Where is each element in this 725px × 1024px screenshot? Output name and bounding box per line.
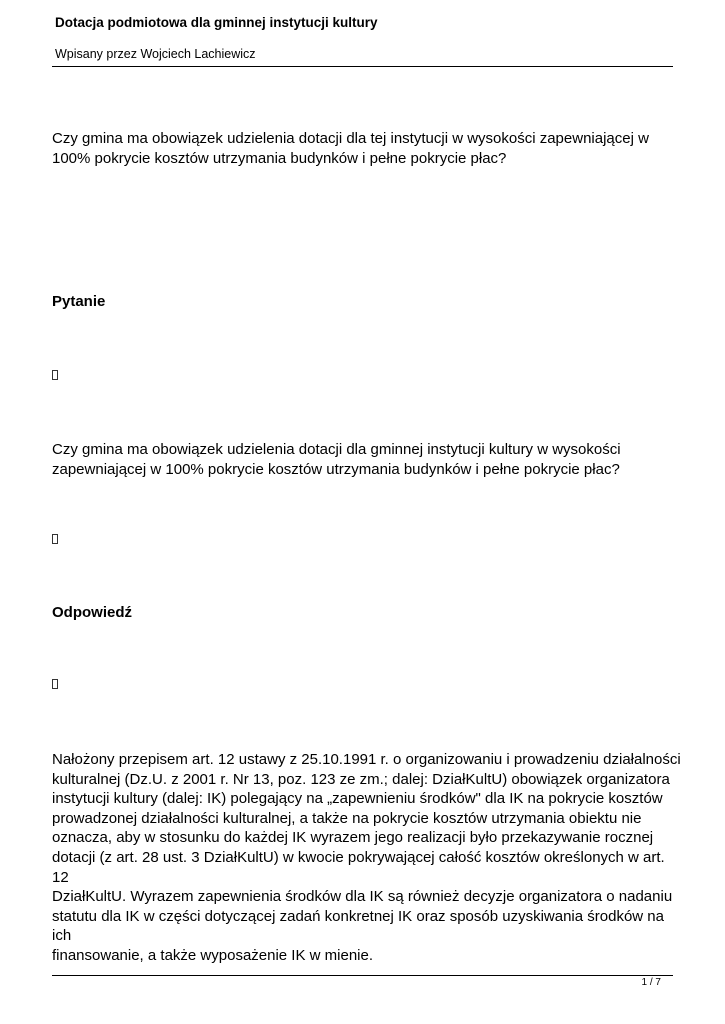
question-line: Czy gmina ma obowiązek udzielenia dotacji dla gminnej instytucji kultury w wysokości — [52, 441, 621, 458]
header-divider — [52, 66, 673, 67]
author-line: Wpisany przez Wojciech Lachiewicz — [55, 47, 256, 61]
answer-line: instytucji kultury (dalej: IK) polegający na „zapewnieniu środków" dla IK na pokrycie kosztów — [52, 790, 663, 808]
document-title: Dotacja podmiotowa dla gminnej instytucji kultury — [55, 15, 378, 30]
intro-line: Czy gmina ma obowiązek udzielenia dotacji dla tej instytucji w wysokości zapewniającej w — [52, 130, 649, 147]
answer-line: prowadzonej działalności kulturalnej, a także na pokrycie kosztów utrzymania obiektu nie — [52, 809, 642, 827]
missing-glyph-icon — [52, 679, 58, 689]
answer-heading: Odpowiedź — [52, 604, 132, 621]
page-number: 1 / 7 — [641, 977, 661, 988]
answer-line: kulturalnej (Dz.U. z 2001 r. Nr 13, poz. 123 ze zm.; dalej: DziałKultU) obowiązek organizatora — [52, 770, 670, 788]
answer-line: oznacza, aby w stosunku do każdej IK wyrazem jego realizacji było przekazywanie rocznej — [52, 829, 654, 847]
answer-paragraph — [52, 750, 682, 966]
question-paragraph — [52, 440, 682, 479]
missing-glyph-icon — [52, 534, 58, 544]
answer-line: Nałożony przepisem art. 12 ustawy z 25.10.1991 r. o organizowaniu i prowadzeniu działalności — [52, 751, 681, 768]
footer-divider — [52, 975, 673, 976]
missing-glyph-icon — [52, 370, 58, 380]
answer-line: finansowanie, a także wyposażenie IK w mienie. — [52, 946, 374, 964]
question-heading: Pytanie — [52, 293, 106, 310]
answer-line: dotacji (z art. 28 ust. 3 DziałKultU) w kwocie pokrywającej całość kosztów określonych w art. 12 — [52, 848, 665, 886]
question-line: zapewniającej w 100% pokrycie kosztów utrzymania budynków i pełne pokrycie płac? — [52, 460, 620, 478]
answer-line: DziałKultU. Wyrazem zapewnienia środków dla IK są również decyzje organizatora o nadaniu — [52, 888, 673, 906]
answer-line: statutu dla IK w części dotyczącej zadań konkretnej IK oraz sposób uzyskiwania środków na ich — [52, 907, 664, 945]
intro-line: 100% pokrycie kosztów utrzymania budynków i pełne pokrycie płac? — [52, 149, 507, 167]
intro-paragraph — [52, 129, 682, 168]
